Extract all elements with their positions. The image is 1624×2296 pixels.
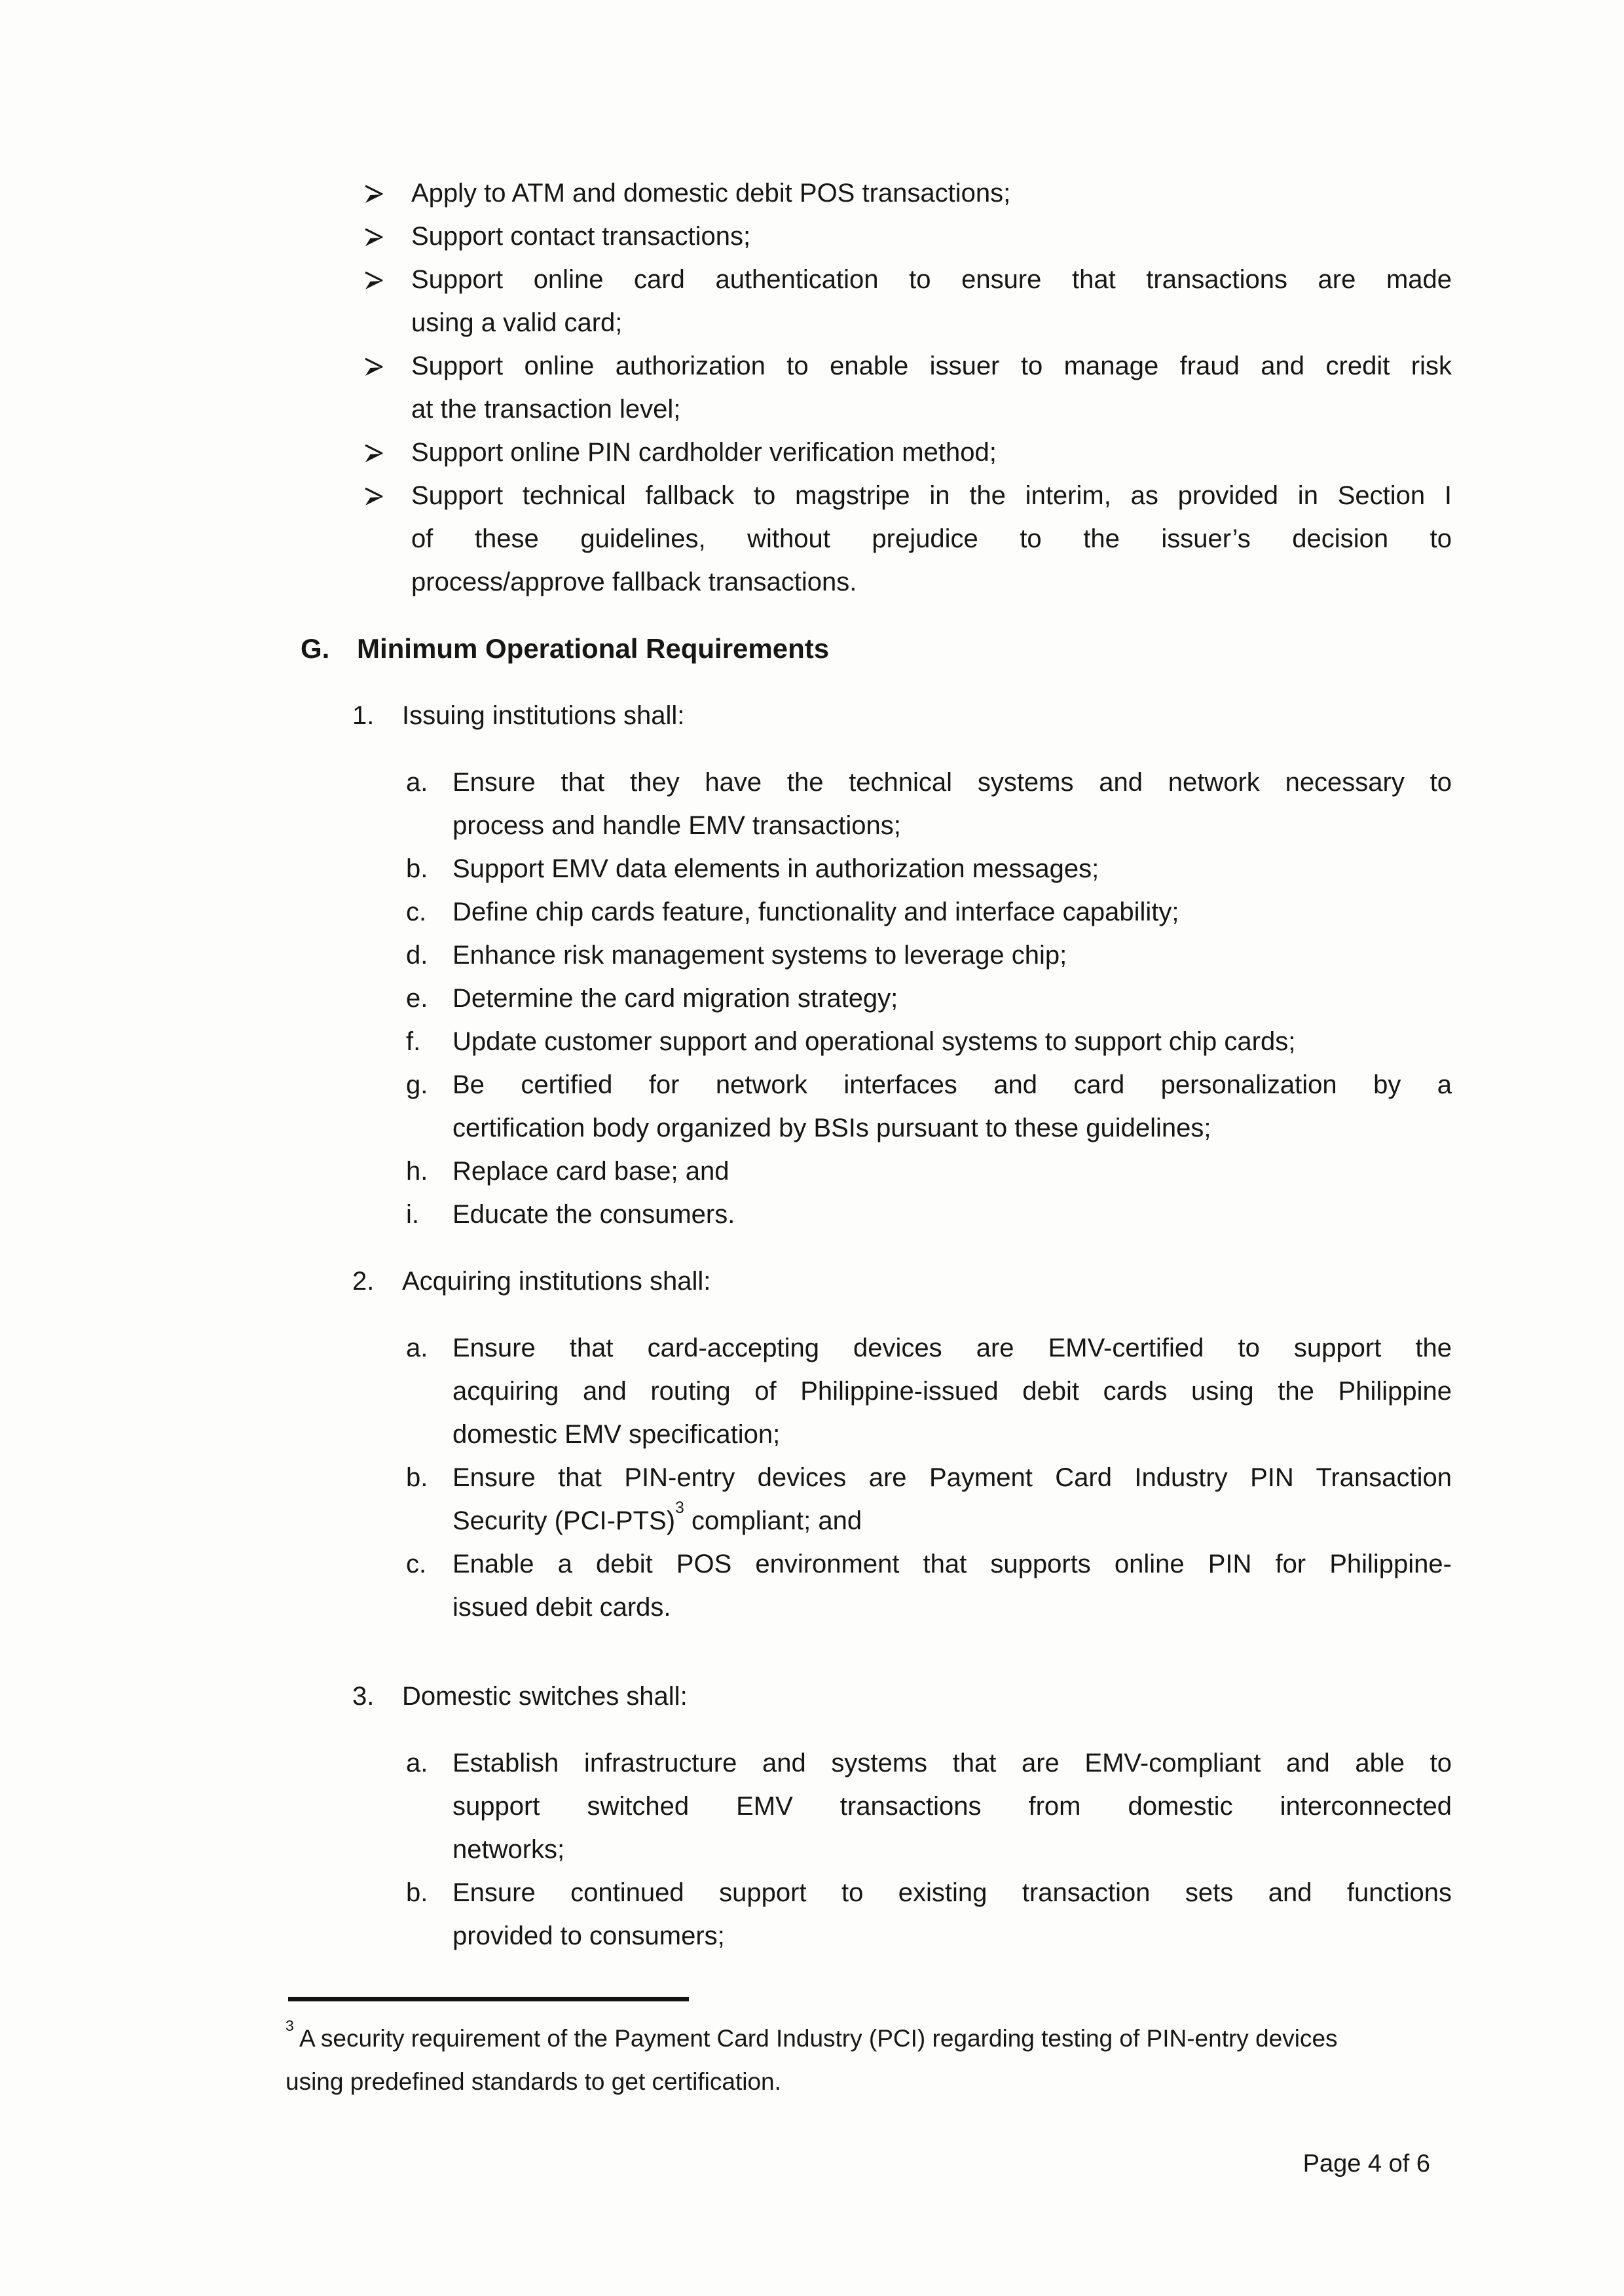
list-letter: c. [406,1550,427,1578]
text-line: Update customer support and operational systems to support chip cards; [452,1027,1296,1056]
footnote-superscript: 3 [286,2017,294,2035]
footnote-text-line [286,2018,1458,2061]
bullet-text-line: Support online PIN cardholder verification method; [411,438,997,467]
lettered-list-3 [301,1741,1452,1958]
text-line: Enable a debit POS environment that supports online PIN for Philippine- [452,1550,1452,1578]
footnote-text-line: using predefined standards to get certification. [286,2068,781,2095]
document-body [301,172,1452,1958]
section-heading [301,627,1452,670]
text-segment: compliant; and [684,1506,862,1535]
bullet-arrow-icon [363,258,411,301]
list-item [406,1871,1452,1958]
bullet-text-line: process/approve fallback transactions. [411,568,857,596]
lettered-list-1 [301,761,1452,1236]
list-letter: f. [406,1027,421,1056]
list-number: 1. [352,701,375,730]
list-item [406,1150,1452,1193]
list-item [406,1193,1452,1236]
numbered-item-text: Acquiring institutions shall: [402,1267,711,1296]
list-number: 2. [352,1267,375,1296]
numbered-item-1-title [352,694,1452,737]
numbered-item-3-title [352,1675,1452,1718]
list-item [406,1063,1452,1150]
text-line: Enhance risk management systems to leverage chip; [452,941,1067,970]
list-item [406,1542,1452,1629]
text-segment: Security (PCI-PTS) [452,1506,676,1535]
lettered-list-2 [301,1326,1452,1629]
bullet-text-line: using a valid card; [411,308,623,337]
text-line: provided to consumers; [452,1922,725,1950]
page-number: Page 4 of 6 [1302,2150,1430,2178]
bullet-arrow-icon [363,172,411,215]
list-number: 3. [352,1682,375,1711]
bullet-item [363,431,1452,474]
bullet-text-line: Support online authorization to enable issuer to manage fraud and credit risk [411,352,1452,380]
list-letter: i. [406,1200,419,1229]
text-line: Determine the card migration strategy; [452,984,898,1013]
list-letter: e. [406,984,428,1013]
text-line: support switched EMV transactions from domestic interconnected [452,1792,1452,1821]
bullet-text-line: Apply to ATM and domestic debit POS transactions; [411,179,1011,208]
numbered-item-text: Issuing institutions shall: [402,701,685,730]
bullet-text-line: Support technical fallback to magstripe in the interim, as provided in Section I [411,481,1452,510]
numbered-item-2-title [352,1260,1452,1303]
list-letter: b. [406,1463,428,1492]
list-letter: b. [406,854,428,883]
list-item [406,1741,1452,1871]
list-item [406,890,1452,934]
text-line: Be certified for network interfaces and card personalization by a [452,1070,1452,1099]
text-line-with-superscript [452,1499,1452,1542]
list-item [406,1020,1452,1063]
footnote-text-segment: A security requirement of the Payment Card Industry (PCI) regarding testing of PIN-entry devices [299,2025,1338,2052]
footnote-reference: 3 [675,1499,684,1517]
list-letter: d. [406,941,428,970]
list-item [406,847,1452,890]
text-line: acquiring and routing of Philippine-issued debit cards using the Philippine [452,1377,1452,1406]
list-letter: c. [406,898,427,926]
list-letter: b. [406,1878,428,1907]
text-line: process and handle EMV transactions; [452,811,901,840]
text-line: Ensure that they have the technical systems and network necessary to [452,768,1452,797]
text-line: Educate the consumers. [452,1200,735,1229]
bullet-text-line: of these guidelines, without prejudice to the issuer’s decision to [411,524,1452,553]
list-item [406,977,1452,1020]
bullet-text-line: Support online card authentication to ensure that transactions are made [411,265,1452,294]
list-item [406,1456,1452,1542]
list-letter: a. [406,1749,428,1777]
footnote [286,2018,1458,2104]
bullet-arrow-icon [363,215,411,258]
bullet-arrow-icon [363,474,411,517]
bullet-item [363,215,1452,258]
numbered-item-text: Domestic switches shall: [402,1682,688,1711]
text-line: certification body organized by BSIs pursuant to these guidelines; [452,1114,1211,1142]
list-letter: h. [406,1157,428,1186]
list-letter: a. [406,768,428,797]
list-letter: a. [406,1334,428,1362]
bullet-arrow-icon [363,431,411,474]
text-line: Define chip cards feature, functionality and interface capability; [452,898,1179,926]
section-heading-letter: G. [301,633,330,664]
list-item [406,1326,1452,1456]
bullet-text-line: at the transaction level; [411,395,681,424]
bullet-item [363,258,1452,344]
text-line: networks; [452,1835,565,1864]
text-line: Ensure that card-accepting devices are EMV-certified to support the [452,1334,1452,1362]
text-line: domestic EMV specification; [452,1420,781,1449]
list-item [406,761,1452,847]
text-line: Support EMV data elements in authorization messages; [452,854,1099,883]
bullet-item [363,172,1452,215]
text-line: Establish infrastructure and systems that are EMV-compliant and able to [452,1749,1452,1777]
text-line: Ensure that PIN-entry devices are Payment Card Industry PIN Transaction [452,1463,1452,1492]
text-line: Replace card base; and [452,1157,729,1186]
bullet-text-line: Support contact transactions; [411,222,751,251]
bullet-arrow-icon [363,344,411,388]
bullet-item [363,474,1452,604]
text-line: Ensure continued support to existing transaction sets and functions [452,1878,1452,1907]
list-letter: g. [406,1070,428,1099]
footnote-divider [288,1997,689,2001]
bullet-list [301,172,1452,604]
section-heading-title: Minimum Operational Requirements [357,633,830,664]
bullet-item [363,344,1452,431]
list-item [406,934,1452,977]
text-line: issued debit cards. [452,1593,671,1622]
